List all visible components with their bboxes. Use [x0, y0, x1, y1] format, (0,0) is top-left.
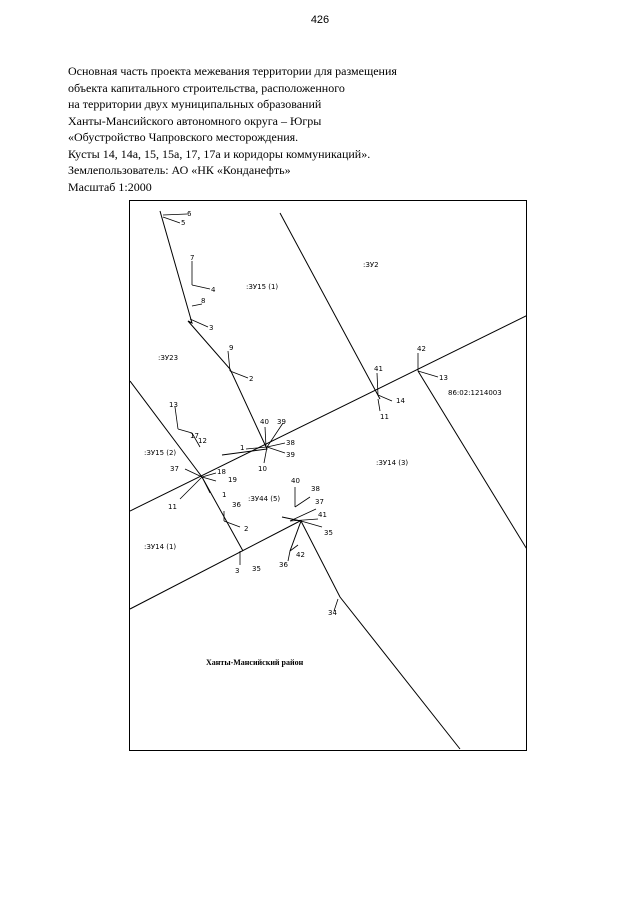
header-line: объекта капитального строительства, расположенного — [68, 80, 345, 95]
map-drawing — [130, 201, 527, 751]
parcel-label: :ЗУ15 (1) — [246, 283, 279, 291]
header-line: Кусты 14, 14а, 15, 15а, 17, 17а и коридоры коммуникаций». — [68, 146, 371, 161]
header-line: Ханты-Мансийского автономного округа – Югры — [68, 113, 322, 128]
point-label: 13 — [169, 401, 178, 409]
point-label: 40 — [260, 418, 269, 426]
document-header — [68, 63, 538, 195]
point-label: 17 — [190, 432, 199, 440]
point-label: 34 — [328, 609, 337, 617]
header-line: Основная часть проекта межевания территории для размещения — [68, 64, 397, 78]
point-labels — [168, 210, 448, 617]
boundary-diagonal-lower — [130, 521, 300, 609]
boundary-zu2-left — [280, 213, 380, 399]
point-label: 37 — [315, 498, 324, 506]
point-label: 41 — [318, 511, 327, 519]
point-label: 37 — [170, 465, 179, 473]
parcel-label: :ЗУ44 (5) — [248, 495, 281, 503]
parcel-label: :ЗУ23 — [158, 354, 179, 362]
boundary-south-road — [301, 521, 460, 749]
point-label: 9 — [229, 344, 234, 352]
point-label: 2 — [244, 525, 249, 533]
point-label: 8 — [201, 297, 206, 305]
boundary-east — [418, 371, 527, 551]
header-line: «Обустройство Чапровского месторождения. — [68, 130, 299, 144]
point-label: 7 — [190, 254, 195, 262]
point-label: 41 — [374, 365, 383, 373]
parcel-label: :ЗУ2 — [363, 261, 379, 269]
point-label: 38 — [311, 485, 320, 493]
boundary-lines — [130, 211, 527, 749]
point-label: 39 — [286, 451, 295, 459]
point-label: 40 — [291, 477, 300, 485]
district-label: Ханты-Мансийский район — [206, 658, 304, 667]
header-line: на территории двух муниципальных образований — [68, 97, 322, 111]
survey-map — [129, 200, 527, 751]
point-label: 38 — [286, 439, 295, 447]
point-label: 42 — [296, 551, 305, 559]
point-label: 14 — [396, 397, 405, 405]
point-label: 39 — [277, 418, 286, 426]
header-line: Землепользователь: АО «НК «Конданефть» — [68, 163, 291, 177]
parcel-label: :ЗУ14 (1) — [144, 543, 177, 551]
page-number: 426 — [310, 14, 330, 26]
point-label: 36 — [232, 501, 241, 509]
parcel-label: 86:02:1214003 — [448, 389, 502, 397]
scale-label: Масштаб 1:2000 — [68, 179, 152, 194]
boundary-road-west — [130, 381, 243, 551]
point-label: 1 — [240, 444, 245, 452]
point-label: 35 — [324, 529, 333, 537]
point-label: 19 — [228, 476, 237, 484]
point-label: 11 — [168, 503, 177, 511]
point-label: 42 — [417, 345, 426, 353]
point-label: 11 — [380, 413, 389, 421]
point-label: 18 — [217, 468, 226, 476]
parcel-label: :ЗУ15 (2) — [144, 449, 177, 457]
point-label: 3 — [209, 324, 214, 332]
point-label: 2 — [249, 375, 254, 383]
point-label: 1 — [222, 491, 227, 499]
point-label: 3 — [235, 567, 240, 575]
point-label: 10 — [258, 465, 267, 473]
boundary-road-left — [160, 211, 267, 455]
boundary-diagonal-main — [130, 315, 527, 511]
point-label: 13 — [439, 374, 448, 382]
parcel-label: :ЗУ14 (3) — [376, 459, 409, 467]
point-label: 36 — [279, 561, 288, 569]
point-label: 5 — [181, 219, 186, 227]
point-label: 35 — [252, 565, 261, 573]
point-label: 4 — [211, 286, 216, 294]
point-label: 12 — [198, 437, 207, 445]
point-label: 6 — [187, 210, 192, 218]
